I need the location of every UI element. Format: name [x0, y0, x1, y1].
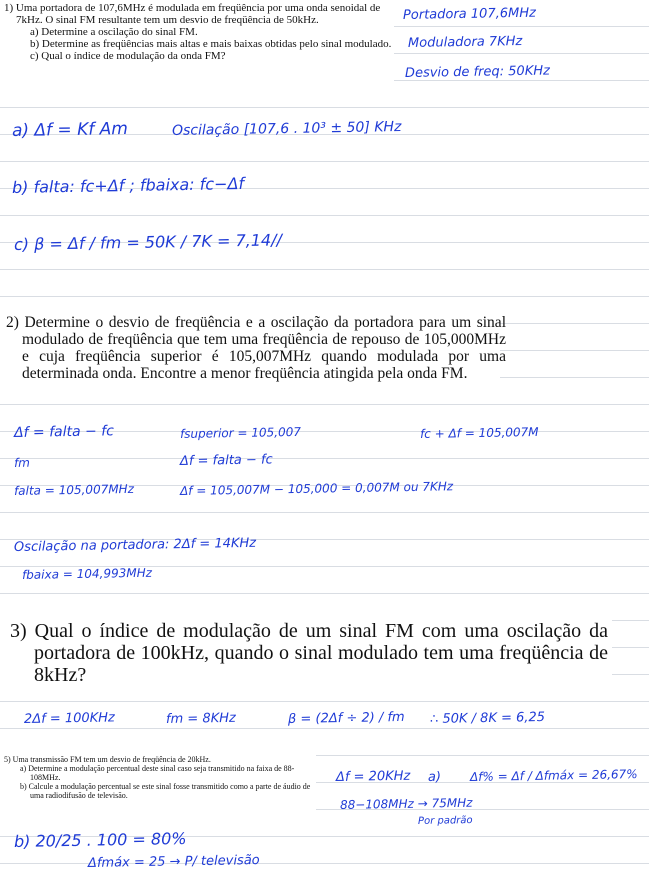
note-q1-a-formula: a) Δf = Kf Am [11, 118, 129, 141]
note-q2-l1: Δf = falta − fc [13, 423, 114, 441]
note-q1-a-oscilacao: Oscilação [107,6 . 10³ ± 50] KHz [171, 118, 402, 139]
question-3-block [0, 614, 612, 686]
note-q2-m1: fsuperior = 105,007 [179, 424, 302, 441]
note-portadora: Portadora 107,6MHz [402, 5, 537, 23]
note-q5-df: Δf = 20KHz [335, 768, 411, 785]
note-q5-faixa: 88−108MHz → 75MHz [339, 795, 473, 812]
question-1-text: 1) Uma portadora de 107,6MHz é modulada em freqüência por uma onda senoidal de 7kHz. O sinal FM resultante tem um desvio de freqüência de 50kHz. [4, 2, 381, 26]
question-1-block [0, 0, 394, 105]
note-moduladora: Moduladora 7KHz [407, 34, 523, 51]
note-q3-d: ∴ 50K / 8K = 6,25 [429, 709, 546, 727]
note-q3-c: β = (2Δf ÷ 2) / fm [287, 709, 405, 727]
note-q2-fbaixa: fbaixa = 104,993MHz [21, 565, 153, 582]
question-1-item-b: b) Determine as freqüências mais altas e mais baixas obtidas pelo sinal modulado. [30, 38, 392, 50]
note-q5-porpadrao: Por padrão [417, 815, 473, 827]
note-q2-oscilacao: Oscilação na portadora: 2Δf = 14KHz [13, 535, 257, 555]
note-q2-l2: fm [13, 455, 31, 470]
question-5-item-b: b) Calcule a modulação percentual se este sinal fosse transmitido como a parte de áudio de uma radiodifusão de televisão. [20, 782, 311, 800]
note-q3-b: fm = 8KHz [165, 710, 236, 727]
note-q3-a: 2Δf = 100KHz [23, 710, 115, 727]
note-q5-b: b) 20/25 . 100 = 80% [13, 828, 187, 851]
note-q2-r1: fc + Δf = 105,007M [419, 424, 539, 441]
note-q2-l3: falta = 105,007MHz [13, 481, 135, 498]
note-desvio: Desvio de freq: 50KHz [404, 63, 551, 81]
note-q5-formula: Δf% = Δf / Δfmáx = 26,67% [469, 767, 638, 784]
note-q1-c: c) β = Δf / fm = 50K / 7K = 7,14// [13, 230, 283, 254]
question-1-item-a: a) Determine a oscilação do sinal FM. [30, 26, 198, 38]
question-5-block [0, 753, 316, 823]
question-1-item-c: c) Qual o índice de modulação da onda FM? [30, 50, 226, 62]
note-q5-tv: Δfmáx = 25 → P/ televisão [87, 853, 260, 871]
question-5-item-a: a) Determine a modulação percentual deste sinal caso seja transmitido na faixa de 88-108MHz. [20, 764, 295, 782]
note-q5-a: a) [427, 769, 442, 785]
question-2-block [0, 312, 506, 404]
note-q2-m2: Δf = falta − fc [179, 452, 273, 469]
note-q1-b: b) falta: fc+Δf ; fbaixa: fc−Δf [11, 173, 245, 197]
note-q2-m3: Δf = 105,007M − 105,000 = 0,007M ou 7KHz [179, 479, 454, 498]
question-3-text: 3) Qual o índice de modulação de um sinal FM com uma oscilação da portadora de 100kHz, quando o sinal modulado tem uma freqüência de 8kHz? [10, 620, 608, 686]
question-2-text: 2) Determine o desvio de freqüência e a oscilação da portadora para um sinal modulado de freqüência que tem uma freqüência de repouso de 105,000MHz e cuja freqüência superior é 105,007MHz quando modulada por uma determinada onda. Encontre a menor freqüência atingida pela onda FM. [6, 314, 506, 382]
question-5-text: 5) Uma transmissão FM tem um desvio de freqüência de 20kHz. [4, 755, 211, 764]
